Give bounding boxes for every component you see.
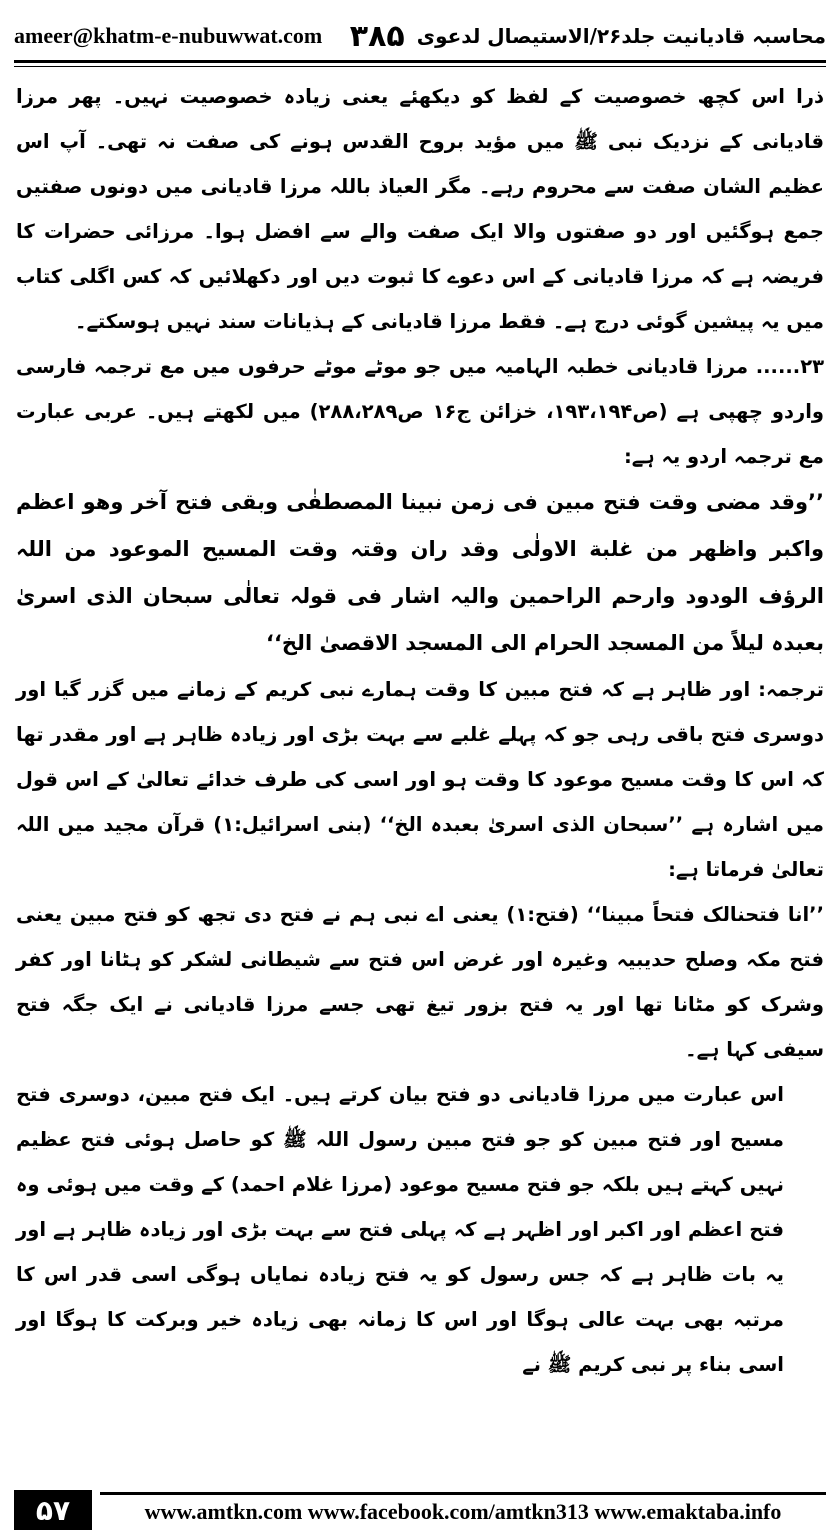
page-footer [14,1490,826,1530]
header-page-number: ۳۸۵ [349,18,405,54]
header-email: ameer@khatm-e-nubuwwat.com [14,23,323,48]
arabic-quote: ’’وقد مضی وقت فتح مبین فی زمن نبینا المصطفٰی وبقی فتح آخر وھو اعظم واکبر واظھر من غلبة الاولٰی وقد ران وقتہ وقت المسیح الموعود من اللہ الرؤف الودود وارحم الراحمین والیہ اشار فی قولہ تعالٰی سبحان الذی اسریٰ بعبدہ لیلاً من المسجد الحرام الی المسجد الاقصیٰ الخ‘‘ [16,490,824,655]
paragraph-2: ۲۳...... مرزا قادیانی خطبہ الہامیہ میں جو موٹے موٹے حرفوں میں مع ترجمہ فارسی واردو چھپی ہے (ص۱۹۳،۱۹۴، خزائن ج۱۶ ص۲۸۸،۲۸۹) میں لکھتے ہیں۔ عربی عبارت مع ترجمہ اردو یہ ہے: [16,355,825,468]
paragraph-3: ترجمہ: اور ظاہر ہے کہ فتح مبین کا وقت ہمارے نبی کریم کے زمانے میں گزر گیا اور دوسری فتح باقی رہی جو کہ پہلے غلبے سے بہت بڑی اور زیادہ ظاہر ہے اور مقدر تھا کہ اس کا وقت مسیح موعود کا وقت ہو اور اسی کی طرف خدائے تعالیٰ کے اس قول میں اشارہ ہے ’’سبحان الذی اسریٰ بعبدہ الخ‘‘ (بنی اسرائیل:۱) قرآن مجید میں اللہ تعالیٰ فرماتا ہے: [16,678,824,881]
page-header [14,14,826,58]
paragraph-5: اس عبارت میں مرزا قادیانی دو فتح بیان کرتے ہیں۔ ایک فتح مبین، دوسری فتح مسیح اور فتح مبین کو جو فتح مبین رسول اللہ ﷺ کو حاصل ہوئی فتح عظیم نہیں کہتے ہیں بلکہ جو فتح مسیح موعود (مرزا غلام احمد) کے وقت میں ہوئی وہ فتح اعظم اور اکبر اور اظہر ہے کہ پہلی فتح سے بہت بڑی اور زیادہ ظاہر ہے اور یہ بات ظاہر ہے کہ جس رسول کو یہ فتح زیادہ نمایاں ہوگی اسی قدر اس کا مرتبہ بھی بہت عالی ہوگا اور اس کا زمانہ بھی زیادہ خیر وبرکت کا ہوگا اور اسی بناء پر نبی کریم ﷺ نے [16,1083,784,1376]
header-rule [14,60,826,63]
header-title: محاسبہ قادیانیت جلد۲۶/الاستیصال لدعوی [416,24,826,48]
header-rule-thin [14,66,826,67]
paragraph-4: ’’انا فتحنالک فتحاً مبینا‘‘ (فتح:۱) یعنی اے نبی ہم نے فتح دی تجھ کو فتح مبین یعنی فتح مکہ وصلح حدیبیہ وغیرہ اور غرض اس فتح سے شیطانی لشکر کو ہٹانا اور کفر وشرک کو مٹانا تھا اور یہ فتح بزور تیغ تھی جسے مرزا قادیانی نے ایک جگہ فتح سیفی کہا ہے۔ [16,903,824,1061]
paragraph-1: ذرا اس کچھ خصوصیت کے لفظ کو دیکھئے یعنی زیادہ خصوصیت نہیں۔ پھر مرزا قادیانی کے نزدیک نبی ﷺ میں مؤید بروح القدس ہونے کی صفت نہ تھی۔ آپ اس عظیم الشان صفت سے محروم رہے۔ مگر العیاذ باللہ مرزا قادیانی میں دونوں صفتیں جمع ہوگئیں اور دو صفتوں والا ایک صفت والے سے افضل ہوا۔ مرزائی حضرات کا فریضہ ہے کہ مرزا قادیانی کے اس دعوے کا ثبوت دیں اور دکھلائیں کہ کس اگلی کتاب میں یہ پیشین گوئی درج ہے۔ فقط مرزا قادیانی کے ہذیانات سند نہیں ہوسکتے۔ [16,85,824,333]
header-title-group [350,19,826,54]
page-body [16,74,824,1464]
footer-rule [100,1492,826,1495]
footer-urls: www.amtkn.com www.facebook.com/amtkn313 www.emaktaba.info [144,1499,782,1524]
footer-page-number: ۵۷ [14,1490,92,1530]
